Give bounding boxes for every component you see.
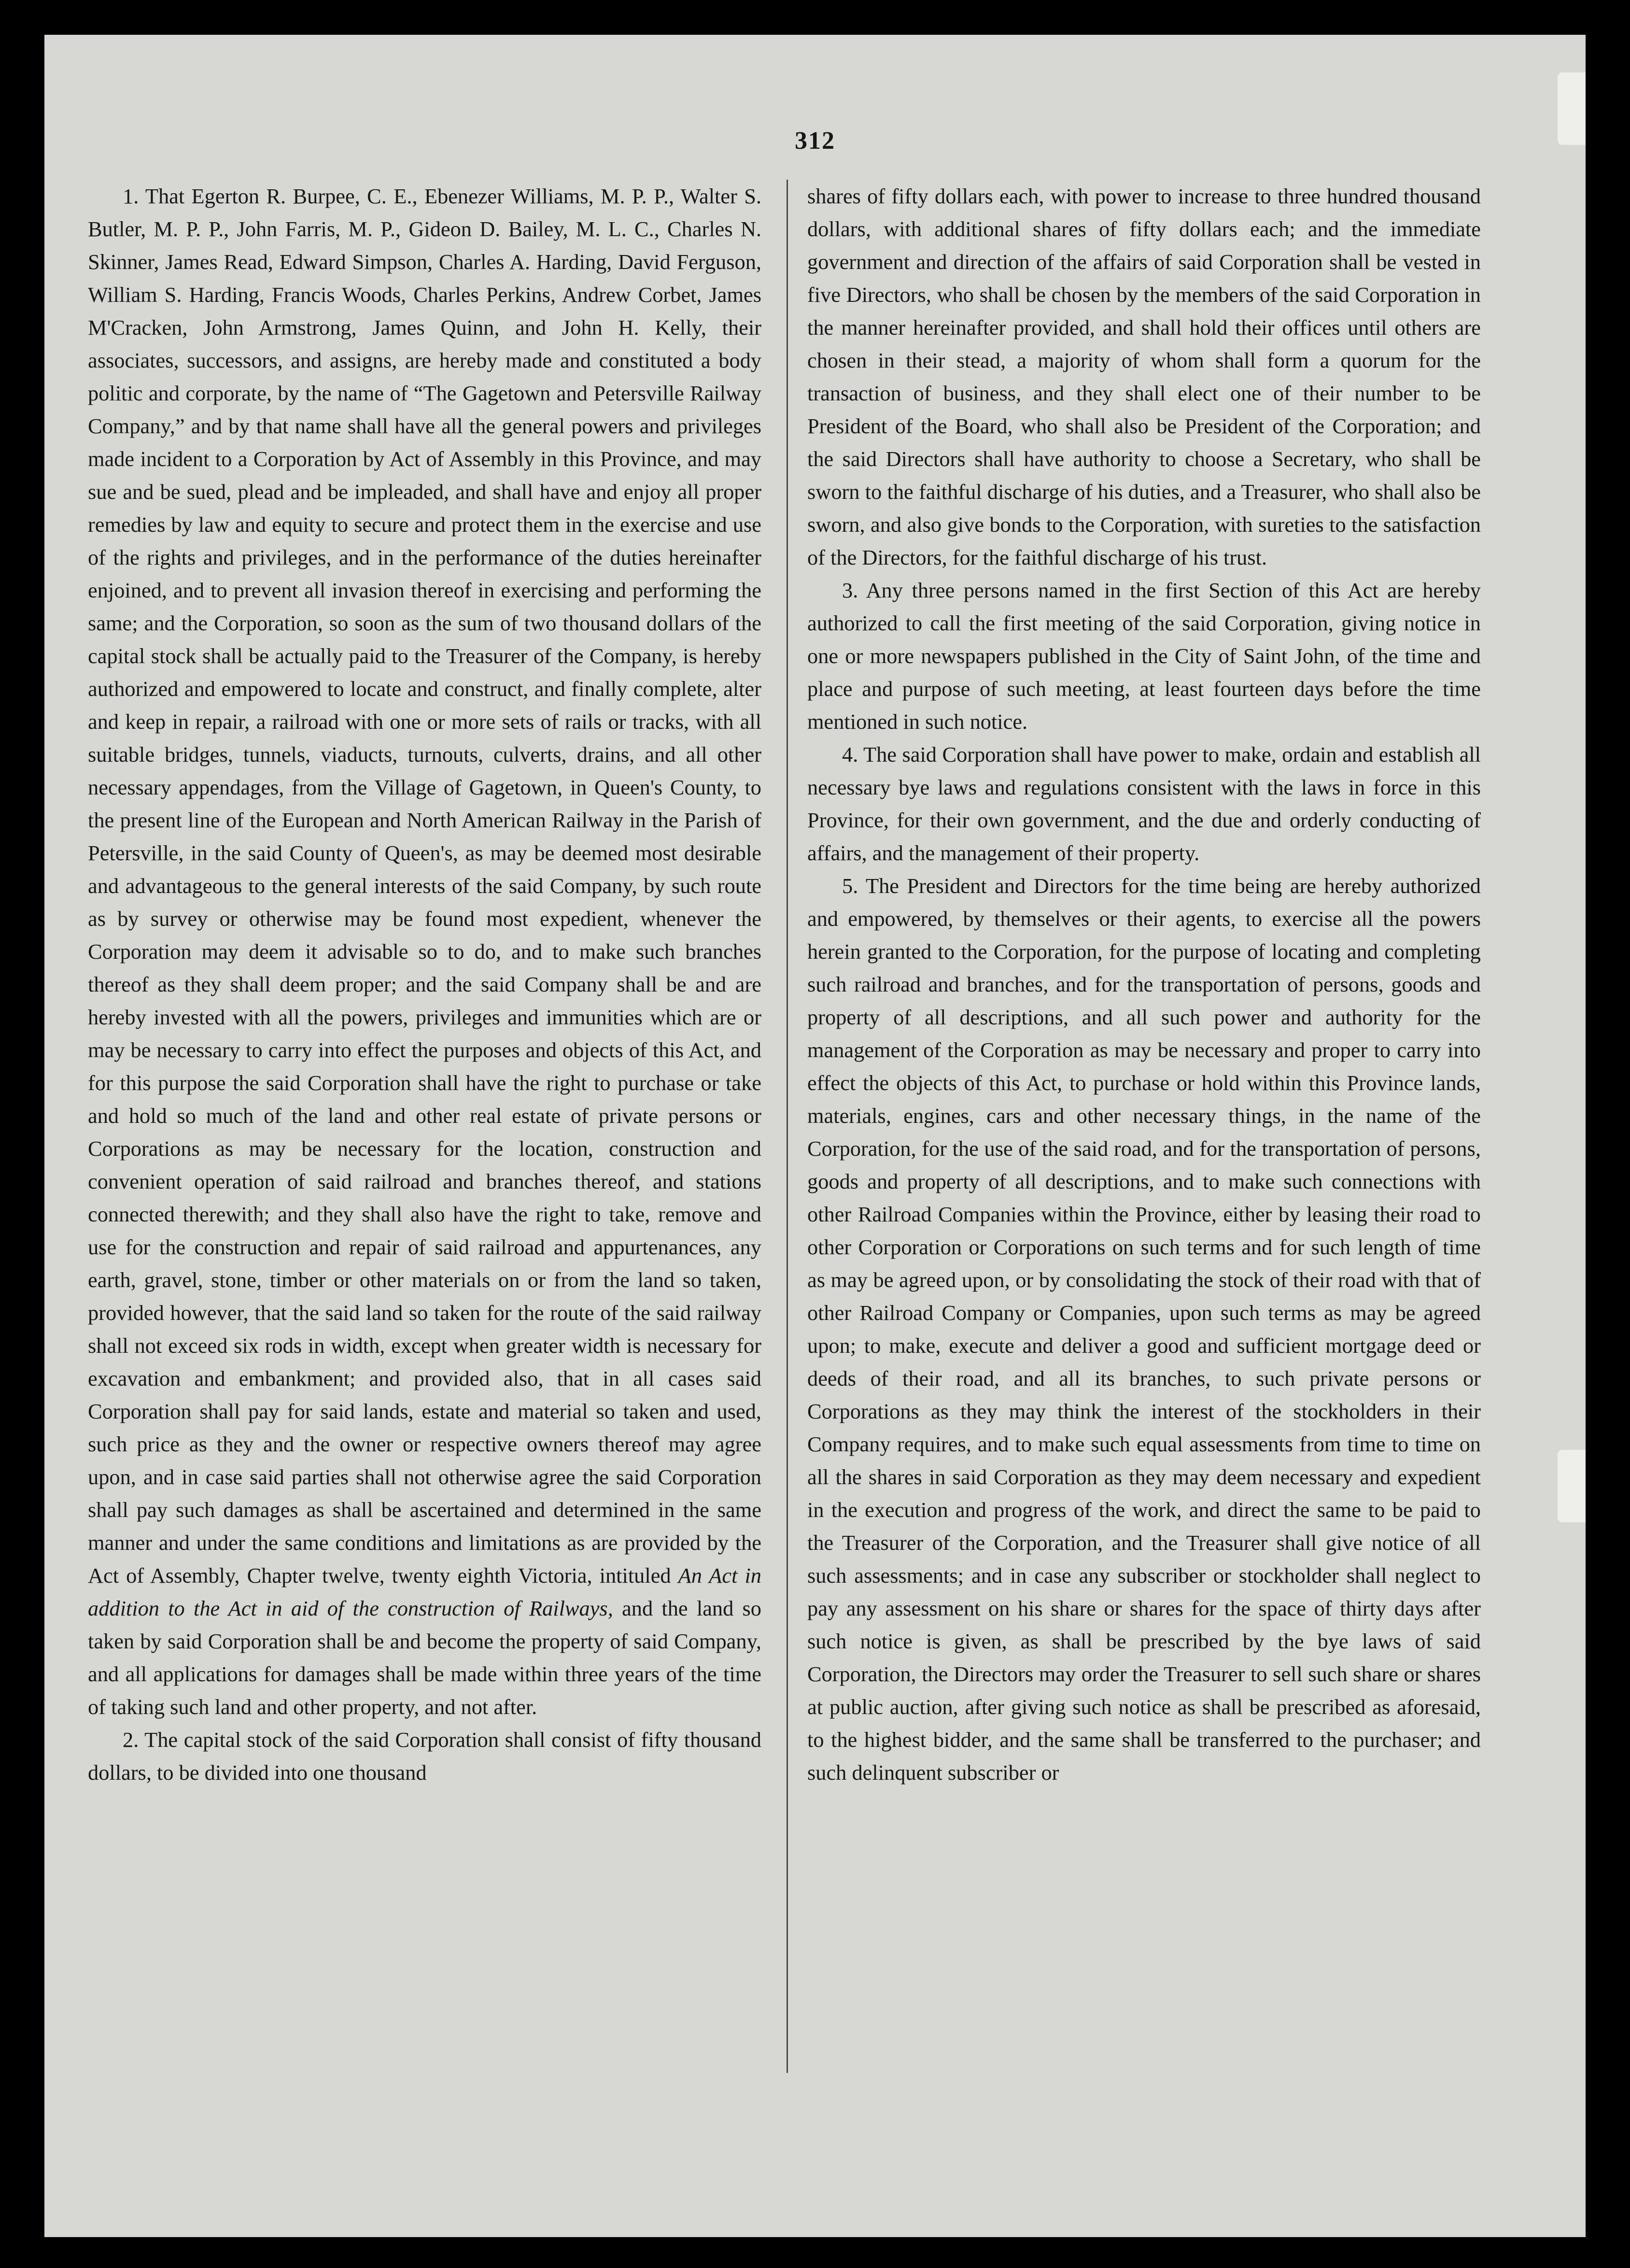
section-2-start: 2. The capital stock of the said Corporation shall consist of fifty thousand dollars, to be divided into one thousand [88,1728,761,1785]
section-2-continued: shares of fifty dollars each, with power to increase to three hundred thousand dollars, with additional shares of fifty dollars each; and the immediate government and direction of the affairs of said Corporation shall be vested in five Directors, who shall be chosen by the members of the said Corporation in the manner hereinafter provided, and shall hold their offices until others are chosen in their stead, a majority of whom shall form a quorum for the transaction of business, and they shall elect one of their number to be President of the Board, who shall also be President of the Corporation; and the said Directors shall have authority to choose a Secretary, who shall be sworn to the faithful discharge of his duties, and a Treasurer, who shall also be sworn, and also give bonds to the Corporation, with sureties to the satisfaction of the Directors, for the faithful discharge of his trust. [807,184,1481,569]
scanned-page [44,35,1586,2237]
section-5: 5. The President and Directors for the time being are hereby authorized and empowered, by themselves or their agents, to exercise all the powers herein granted to the Corporation, for the purpose of locating and completing such railroad and branches, and for the transportation of persons, goods and property of all descriptions, and all such power and authority for the management of the Corporation as may be necessary and proper to carry into effect the objects of this Act, to purchase or hold within this Province lands, materials, engines, cars and other necessary things, in the name of the Corporation, for the use of the said road, and for the transportation of persons, goods and property of all descriptions, and to make such connections with other Railroad Companies within the Province, either by leasing their road to other Corporation or Corporations on such terms and for such length of time as may be agreed upon, or by consolidating the stock of their road with that of other Railroad Company or Companies, upon such terms as may be agreed upon; to make, execute and deliver a good and sufficient mortgage deed or deeds of their road, and all its branches, to such private persons or Corporations as they may think the interest of the stockholders in their Company requires, and to make such equal assessments from time to time on all the shares in said Corporation as they may deem necessary and expedient in the execution and progress of the work, and direct the same to be paid to the Treasurer of the Corporation, and the Treasurer shall give notice of all such assessments; and in case any subscriber or stockholder shall neglect to pay any assessment on his share or shares for the space of thirty days after such notice is given, as shall be prescribed by the bye laws of said Corporation, the Directors may order the Treasurer to sell such share or shares at public auction, after giving such notice as shall be prescribed as aforesaid, to the highest bidder, and the same shall be transferred to the purchaser; and such delinquent subscriber or [807,874,1481,1785]
column-divider [787,180,788,2073]
section-1-text: 1. That Egerton R. Burpee, C. E., Ebenezer Williams, M. P. P., Walter S. Butler, M. P. P., John Farris, M. P., Gideon D. Bailey, M. L. C., Charles N. Skinner, James Read, Edward Simpson, Charles A. Harding, David Ferguson, William S. Harding, Francis Woods, Charles Perkins, Andrew Corbet, James M'Cracken, John Armstrong, James Quinn, and John H. Kelly, their associates, successors, and assigns, are hereby made and constituted a body politic and corporate, by the name of “The Gagetown and Petersville Railway Company,” and by that name shall have all the general powers and privileges made incident to a Corporation by Act of Assembly in this Province, and may sue and be sued, plead and be impleaded, and shall have and enjoy all proper remedies by law and equity to secure and protect them in the exercise and use of the rights and privileges, and in the performance of the duties hereinafter enjoined, and to prevent all invasion thereof in exercising and performing the same; and the Corporation, so soon as the sum of two thousand dollars of the capital stock shall be actually paid to the Treasurer of the Company, is hereby authorized and empowered to locate and construct, and finally complete, alter and keep in repair, a railroad with one or more sets of rails or tracks, with all suitable bridges, tunnels, viaducts, turnouts, culverts, drains, and all other necessary appendages, from the Village of Gagetown, in Queen's County, to the present line of the European and North American Railway in the Parish of Petersville, in the said County of Queen's, as may be deemed most desirable and advantageous to the general interests of the said Company, by such route as by survey or otherwise may be found most expedient, whenever the Corporation may deem it advisable so to do, and to make such branches thereof as they shall deem proper; and the said Company shall be and are hereby invested with all the powers, privileges and immunities which are or may be necessary to carry into effect the purposes and objects of this Act, and for this purpose the said Corporation shall have the right to purchase or take and hold so much of the land and other real estate of private persons or Corporations as may be necessary for the location, construction and convenient operation of said railroad and branches thereof, and stations connected therewith; and they shall also have the right to take, remove and use for the construction and repair of said railroad and appurtenances, any earth, gravel, stone, timber or other materials on or from the land so taken, provided however, that the said land so taken for the route of the said railway shall not exceed six rods in width, except when greater width is necessary for excavation and embankment; and provided also, that in all cases said Corporation shall pay for said lands, estate and material so taken and used, such price as they and the owner or respective owners thereof may agree upon, and in case said parties shall not otherwise agree the said Corporation shall pay such damages as shall be ascertained and determined in the same manner and under the same conditions and limitations as are provided by the Act of Assembly, Chapter twelve, twenty eighth Victoria, intituled [88,184,761,1588]
act-title: An Act in addition to the Act in aid of the construction of Railways, [88,1563,761,1620]
page-number: 312 [795,127,835,155]
page-edge-tab-bottom [1558,1450,1586,1522]
left-column [88,180,761,2140]
section-1 [88,180,761,1723]
section-4: 4. The said Corporation shall have power to make, ordain and establish all necessary bye laws and regulations consistent with the laws in force in this Province, for their own government, and the due and orderly conducting of affairs, and the management of their property. [807,742,1481,865]
right-column [807,180,1481,2140]
section-1-text-cont: and the land so taken by said Corporation shall be and become the property of said Company, and all applications for damages shall be made within three years of the time of taking such land and other property, and not after. [88,1596,761,1719]
section-3: 3. Any three persons named in the first Section of this Act are hereby authorized to call the first meeting of the said Corporation, giving notice in one or more newspapers published in the City of Saint John, of the time and place and purpose of such meeting, at least fourteen days before the time mentioned in such notice. [807,578,1481,734]
